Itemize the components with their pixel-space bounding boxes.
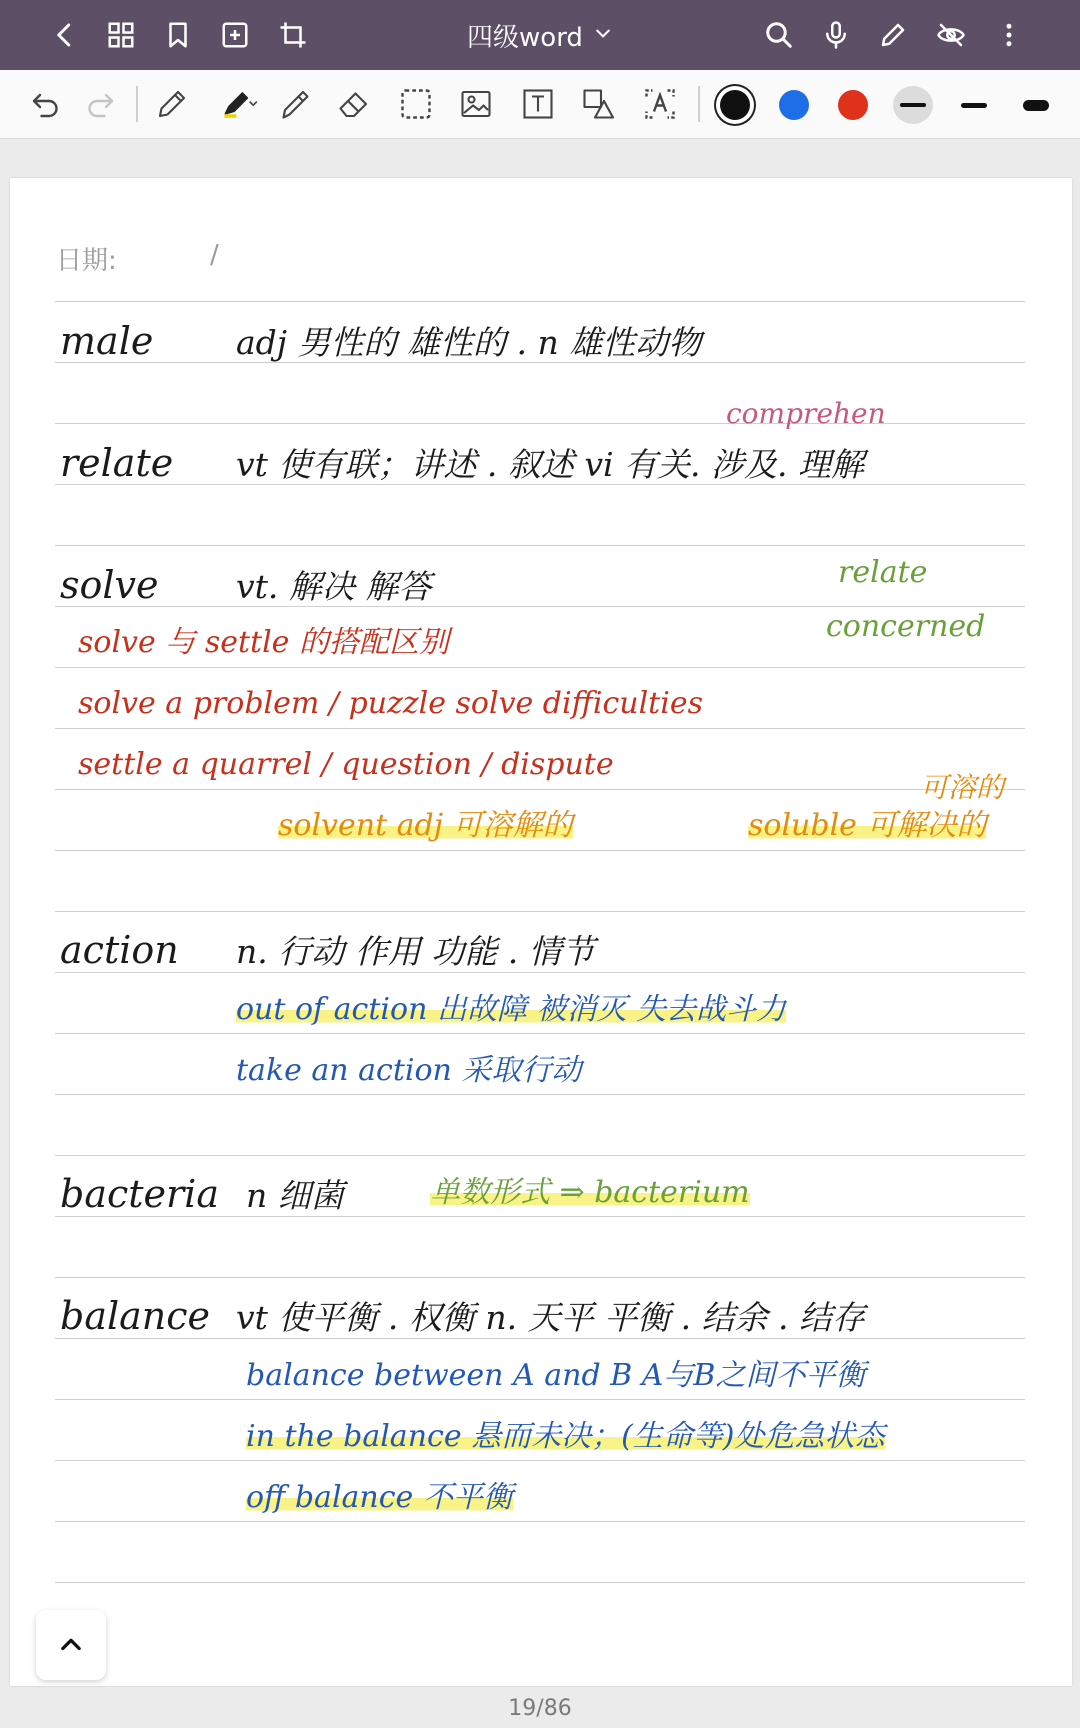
highlighter-icon[interactable] [274,84,314,124]
date-slash: / [210,240,219,270]
search-icon[interactable] [758,14,800,56]
drawing-toolbar [0,70,1080,139]
note-relate-comprehen: comprehen [726,397,886,430]
entry-word-action: action [60,928,179,972]
note-action-2: take an action 采取行动 [236,1053,582,1088]
lasso-select-icon[interactable] [396,84,436,124]
stroke-width-thick[interactable] [1016,86,1056,124]
entry-def-action: n. 行动 作用 功能 . 情节 [236,932,595,971]
page-indicator: 19/86 [508,1696,572,1721]
note-relate-synonym: relate [838,555,928,590]
note-solve-4c: 可溶的 [920,771,1005,804]
microphone-icon[interactable] [815,14,857,56]
ruled-line [55,362,1025,363]
color-swatch-red[interactable] [838,90,868,120]
color-swatch-blue[interactable] [779,90,809,120]
ruled-line [55,1399,1025,1400]
chevron-up-icon [57,1631,85,1659]
ruled-line [55,972,1025,973]
notebook-page[interactable] [10,178,1072,1686]
shape-icon[interactable] [578,84,618,124]
stroke-width-thin[interactable] [954,86,994,124]
entry-word-male: male [60,319,154,363]
redo-icon[interactable] [80,84,120,124]
entry-word-relate: relate [60,441,174,485]
more-icon[interactable] [988,14,1030,56]
ruled-line [55,1277,1025,1278]
note-solve-4a: solvent adj 可溶解的 [278,808,573,843]
pencil-icon[interactable] [152,84,192,124]
ruled-line [55,301,1025,302]
title-bar [0,0,1080,70]
ruled-line [55,1155,1025,1156]
ruled-line [55,1216,1025,1217]
pen-icon[interactable] [872,14,914,56]
undo-icon[interactable] [26,84,66,124]
note-action-1: out of action 出故障 被消灭 失去战斗力 [236,992,787,1027]
scroll-to-top-button[interactable] [36,1610,106,1680]
entry-word-balance: balance [60,1294,211,1338]
entry-def-solve: vt. 解决 解答 [236,567,432,606]
image-icon[interactable] [456,84,496,124]
color-swatch-black[interactable] [720,90,750,120]
note-balance-1: balance between A and B A与B之间不平衡 [246,1358,866,1393]
eraser-icon[interactable] [334,84,374,124]
ruled-line [55,484,1025,485]
ruled-line [55,606,1025,607]
ruled-line [55,789,1025,790]
ruled-line [55,1582,1025,1583]
note-bacteria-singular: 单数形式 ⇒ bacterium [430,1175,750,1210]
note-solve-3: settle a quarrel / question / dispute [78,747,614,782]
ruled-line [55,545,1025,546]
document-title-dropdown[interactable] [0,0,1080,70]
date-label: 日期: [56,246,117,276]
ruled-line [55,667,1025,668]
document-title: 四级word [467,22,583,53]
ruled-line [55,1094,1025,1095]
entry-def-relate: vt 使有联；讲述 . 叙述 vi 有关. 涉及. 理解 [236,445,864,484]
ruled-line [55,1460,1025,1461]
entry-def-male: adj 男性的 雄性的 . n 雄性动物 [236,323,702,362]
note-balance-3: off balance 不平衡 [246,1480,513,1515]
note-solve-1: solve 与 settle 的搭配区别 [78,625,449,660]
entry-word-solve: solve [60,563,159,607]
entry-def-balance: vt 使平衡 . 权衡 n. 天平 平衡 . 结余 . 结存 [236,1298,866,1337]
note-relate-concerned: concerned [826,609,986,644]
ruled-line [55,728,1025,729]
ruled-line [55,1338,1025,1339]
note-balance-2: in the balance 悬而未决；(生命等)处危急状态 [246,1419,885,1454]
text-box-icon[interactable] [518,84,558,124]
chevron-down-icon [593,20,613,50]
ruled-line [55,1033,1025,1034]
ruled-line [55,850,1025,851]
stroke-width-medium[interactable] [893,86,933,124]
fountain-pen-icon[interactable] [214,84,266,124]
text-recognition-icon[interactable] [640,84,680,124]
ruled-line [55,911,1025,912]
hide-icon[interactable] [930,14,972,56]
entry-def-bacteria: n 细菌 [246,1176,344,1215]
ruled-line [55,1521,1025,1522]
entry-word-bacteria: bacteria [60,1172,219,1216]
note-solve-4b: soluble 可解决的 [748,808,987,843]
note-solve-2: solve a problem / puzzle solve difficulties [78,686,703,721]
